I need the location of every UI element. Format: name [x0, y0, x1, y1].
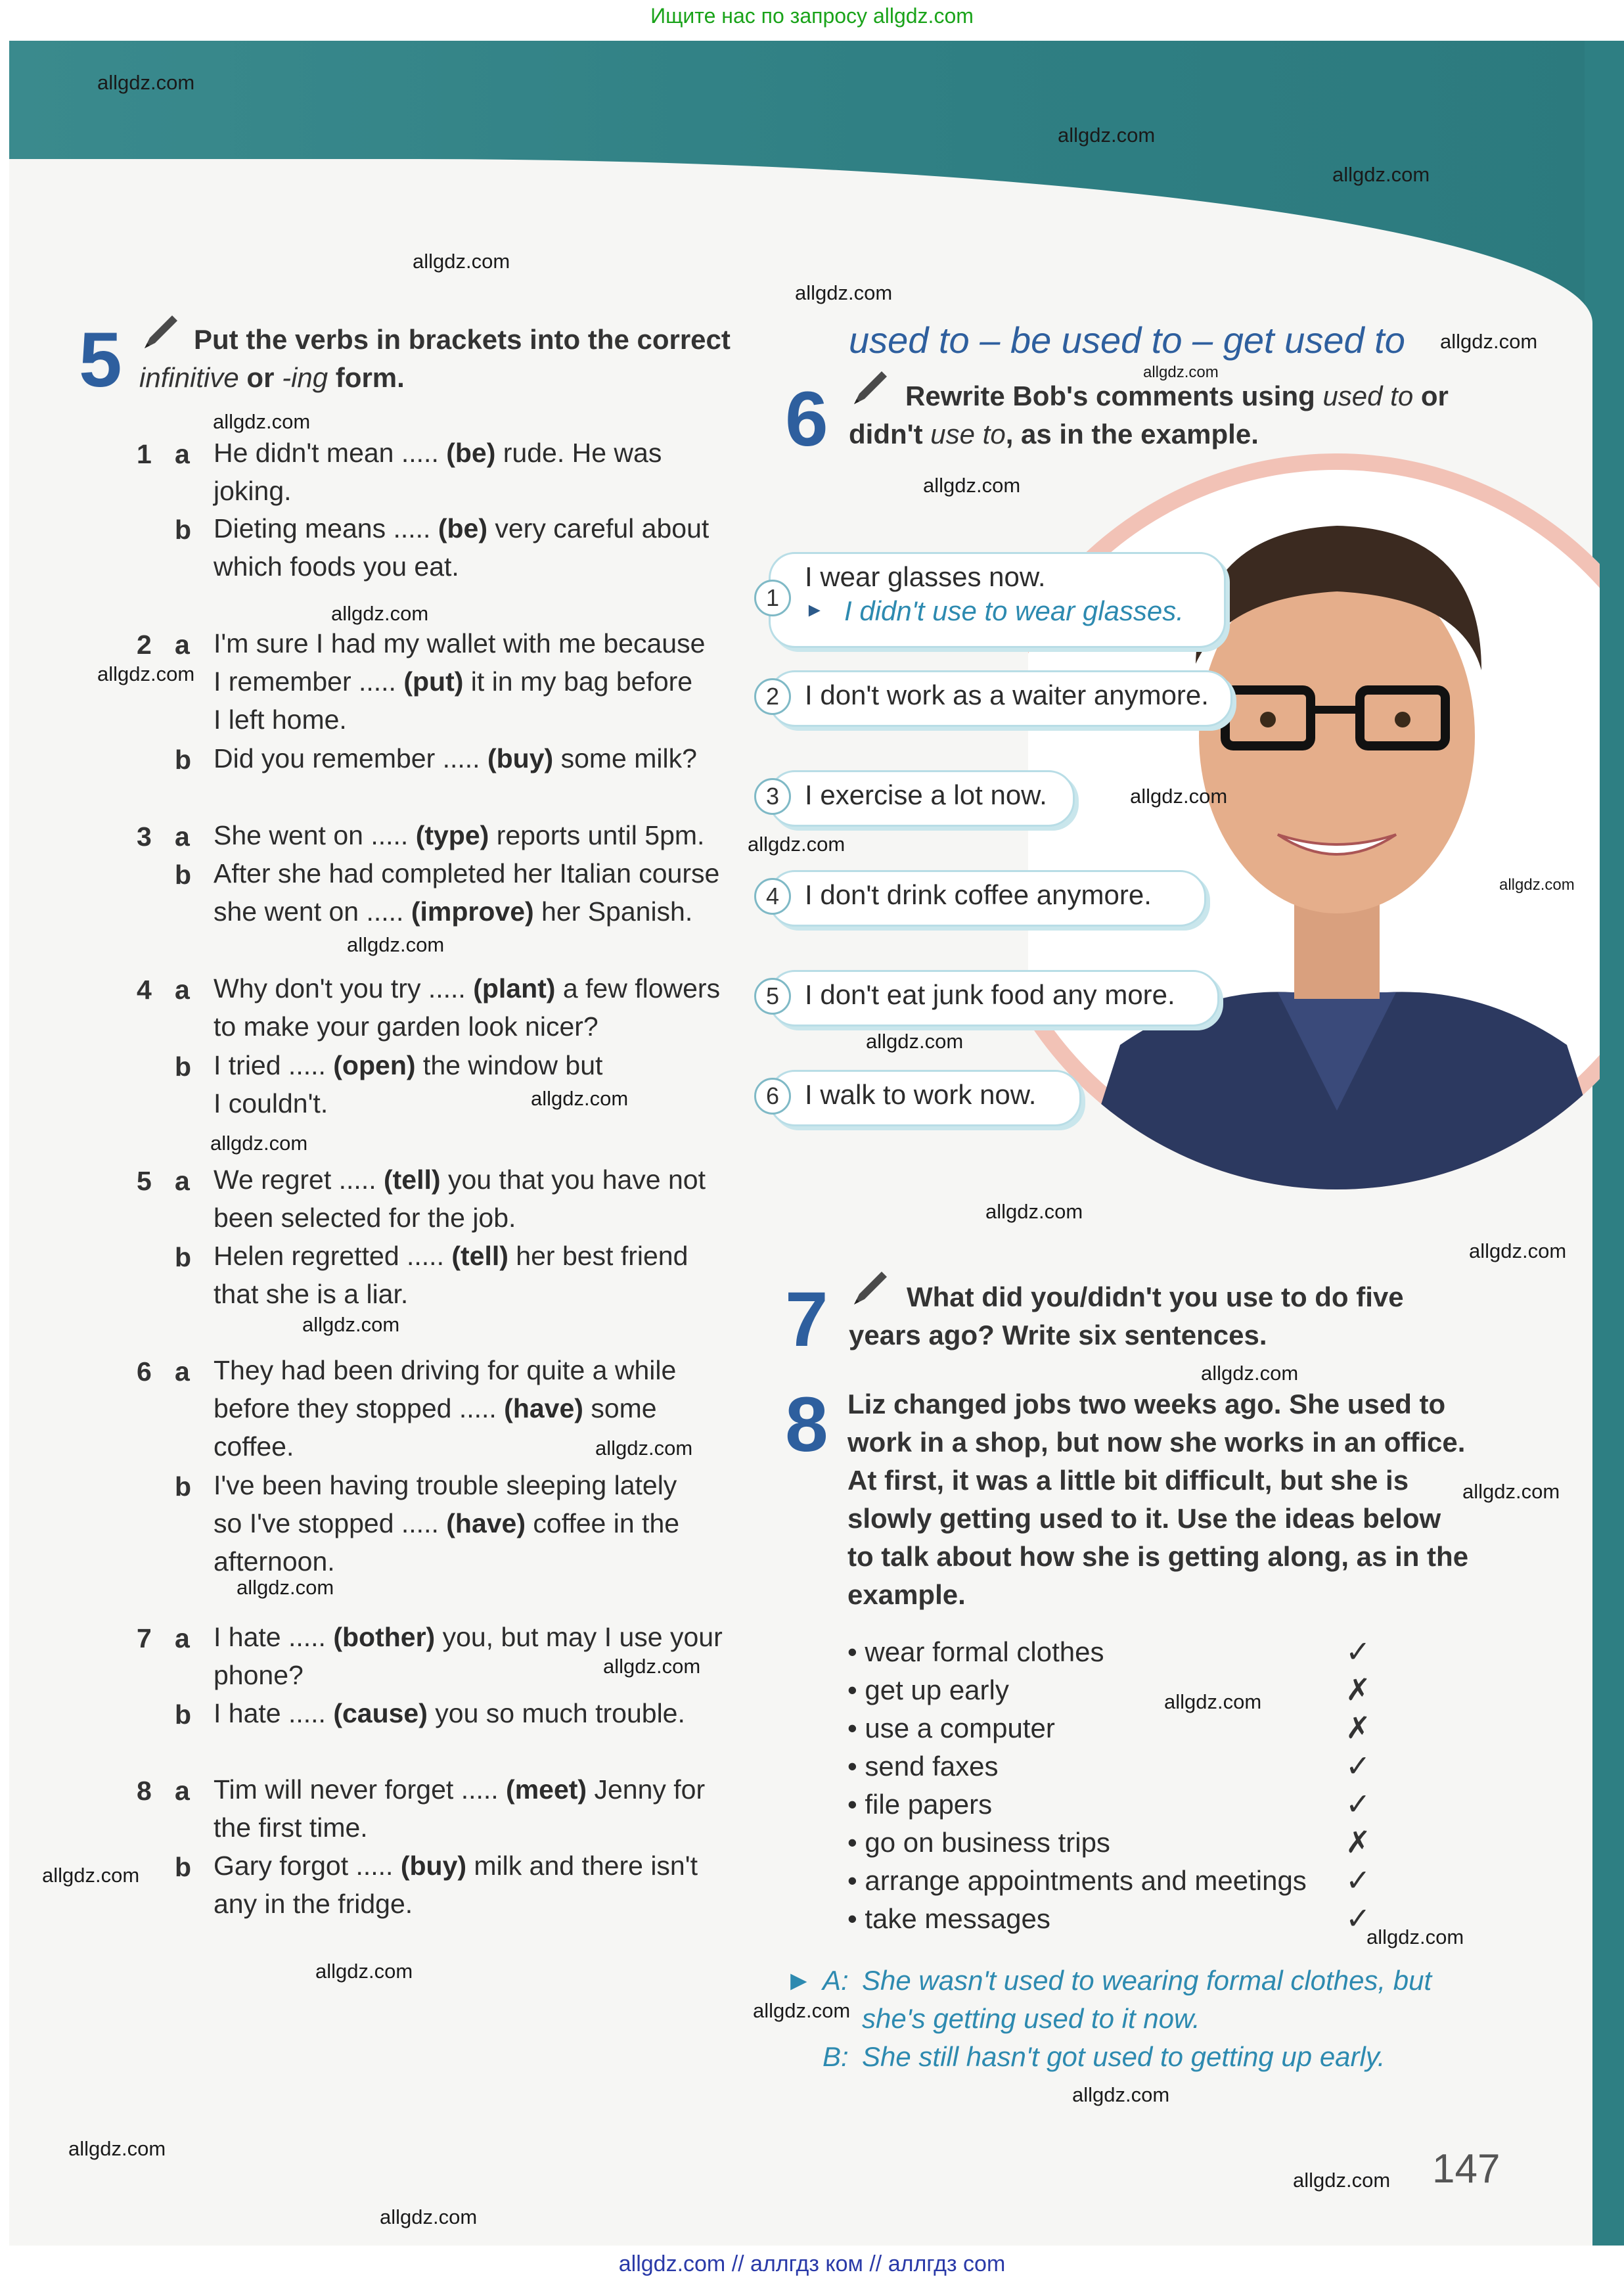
idea-item: • use a computer	[847, 1713, 1055, 1743]
exercise-8-line: At first, it was a little bit difficult, but she is	[847, 1465, 1409, 1496]
watermark: allgdz.com	[413, 250, 510, 273]
watermark: allgdz.com	[1462, 1480, 1560, 1503]
bob-comment: I don't drink coffee anymore.	[805, 879, 1152, 910]
item-letter: a	[175, 630, 190, 660]
bob-comment: I walk to work now.	[805, 1079, 1037, 1110]
item-line: which foods you eat.	[214, 551, 459, 582]
idea-item: • go on business trips	[847, 1827, 1110, 1858]
check-mark-icon: ✓	[1345, 1901, 1371, 1935]
exercise-7-line1: What did you/didn't you use to do five	[907, 1281, 1404, 1312]
watermark: allgdz.com	[531, 1087, 629, 1110]
item-number-circle: 1	[754, 580, 791, 616]
item-line: I hate ..... (bother) you, but may I use your	[214, 1622, 723, 1652]
exercise-5-number: 5	[79, 317, 120, 403]
ing-word: -ing	[282, 362, 328, 393]
check-mark-icon: ✓	[1345, 1863, 1371, 1897]
exercise-8-line: slowly getting used to it. Use the ideas below	[847, 1503, 1441, 1534]
watermark: allgdz.com	[210, 1132, 308, 1155]
section-title: used to – be used to – get used to	[849, 319, 1405, 361]
item-line: I couldn't.	[214, 1088, 328, 1118]
idea-item: • wear formal clothes	[847, 1636, 1104, 1667]
item-letter: a	[175, 1356, 190, 1387]
item-line: before they stopped ..... (have) some	[214, 1393, 657, 1423]
watermark: allgdz.com	[985, 1200, 1083, 1223]
item-number: 8	[137, 1776, 152, 1806]
watermark: allgdz.com	[237, 1576, 334, 1599]
item-number-circle: 6	[754, 1078, 791, 1115]
item-letter: a	[175, 1623, 190, 1653]
watermark: allgdz.com	[1130, 785, 1228, 808]
instruction-italic: use to	[930, 419, 1006, 449]
watermark: allgdz.com	[97, 662, 195, 685]
item-line: He didn't mean ..... (be) rude. He was	[214, 438, 662, 468]
item-letter: b	[175, 745, 192, 775]
item-letter: a	[175, 1166, 190, 1196]
watermark: allgdz.com	[302, 1313, 400, 1336]
watermark: allgdz.com	[380, 2205, 478, 2228]
item-number: 5	[137, 1166, 152, 1196]
item-line: After she had completed her Italian course	[214, 858, 720, 888]
exercise-6-number: 6	[785, 376, 826, 463]
item-line: They had been driving for quite a while	[214, 1355, 677, 1385]
instruction-italic: used to	[1322, 380, 1414, 411]
item-letter: b	[175, 1051, 192, 1082]
dialog-a-line1: She wasn't used to wearing formal clothes, but	[862, 1965, 1432, 1996]
item-line: Did you remember ..... (buy) some milk?	[214, 743, 697, 773]
idea-item: • get up early	[847, 1674, 1009, 1705]
item-number: 7	[137, 1623, 152, 1653]
pencil-icon	[138, 309, 184, 355]
example-arrow-icon: ►	[785, 1965, 813, 1996]
dialog-a-label: A:	[823, 1965, 849, 1996]
item-letter: b	[175, 1242, 192, 1272]
exercise-8-line: work in a shop, but now she works in an office.	[847, 1427, 1466, 1458]
item-number: 3	[137, 821, 152, 852]
item-letter: b	[175, 1699, 192, 1730]
watermark: allgdz.com	[795, 281, 893, 304]
item-line: Why don't you try ..... (plant) a few flowers	[214, 973, 721, 1003]
watermark: allgdz.com	[753, 1999, 851, 2022]
item-number-circle: 5	[754, 978, 791, 1015]
item-line: coffee.	[214, 1431, 294, 1462]
item-line: I left home.	[214, 704, 347, 735]
instruction-text: didn't	[849, 419, 931, 449]
item-line: joking.	[214, 476, 292, 506]
item-line: I'm sure I had my wallet with me because	[214, 628, 706, 658]
watermark: allgdz.com	[748, 833, 846, 856]
instruction-text: Rewrite Bob's comments using	[905, 380, 1323, 411]
idea-item: • take messages	[847, 1903, 1050, 1934]
instruction-text: or	[1413, 380, 1449, 411]
exercise-8-line: example.	[847, 1579, 966, 1610]
bob-comment: I wear glasses now.	[805, 561, 1046, 592]
exercise-5-instruction: Put the verbs in brackets into the correct	[194, 324, 731, 355]
item-line: We regret ..... (tell) you that you have not	[214, 1164, 706, 1195]
idea-item: • file papers	[847, 1789, 993, 1820]
exercise-6-instruction-line2	[849, 415, 1259, 453]
item-line: that she is a liar.	[214, 1279, 409, 1309]
form-word: form.	[328, 362, 405, 393]
watermark: allgdz.com	[347, 933, 445, 956]
item-line: afternoon.	[214, 1546, 335, 1577]
watermark: allgdz.com	[1469, 1239, 1567, 1262]
item-line: Dieting means ..... (be) very careful about	[214, 513, 710, 543]
dialog-b-line1: She still hasn't got used to getting up early.	[862, 2041, 1386, 2072]
watermark: allgdz.com	[866, 1030, 964, 1053]
pencil-icon	[847, 1265, 893, 1311]
item-letter: b	[175, 1852, 192, 1882]
top-banner[interactable]: Ищите нас по запросу allgdz.com	[650, 4, 974, 28]
item-number: 6	[137, 1356, 152, 1387]
exercise-6-instruction	[905, 377, 1449, 415]
watermark: allgdz.com	[1072, 2083, 1170, 2106]
item-line: Helen regretted ..... (tell) her best friend	[214, 1241, 688, 1271]
exercise-8-number: 8	[785, 1381, 826, 1468]
watermark: allgdz.com	[1366, 1925, 1464, 1948]
watermark: allgdz.com	[1201, 1362, 1299, 1385]
watermark: allgdz.com	[595, 1437, 693, 1460]
item-line: she went on ..... (improve) her Spanish.	[214, 896, 693, 927]
watermark: allgdz.com	[315, 1960, 413, 1983]
bottom-banner[interactable]: allgdz.com // аллгдз ком // аллгдз com	[618, 2251, 1006, 2276]
pencil-icon	[847, 365, 893, 411]
page-number: 147	[1432, 2146, 1500, 2192]
watermark: allgdz.com	[42, 1864, 140, 1887]
watermark: allgdz.com	[603, 1655, 701, 1678]
watermark: allgdz.com	[1332, 163, 1430, 186]
item-line: I remember ..... (put) it in my bag before	[214, 666, 693, 697]
item-line: Gary forgot ..... (buy) milk and there isn't	[214, 1851, 698, 1881]
item-letter: a	[175, 439, 190, 469]
item-letter: b	[175, 515, 192, 545]
idea-item: • send faxes	[847, 1751, 999, 1782]
example-answer: I didn't use to wear glasses.	[844, 595, 1184, 626]
idea-item: • arrange appointments and meetings	[847, 1865, 1307, 1896]
item-letter: b	[175, 1471, 192, 1502]
dialog-a-line2: she's getting used to it now.	[862, 2003, 1200, 2034]
item-letter: a	[175, 975, 190, 1005]
item-line: any in the fridge.	[214, 1889, 413, 1919]
item-number-circle: 2	[754, 678, 791, 715]
bob-comment: I exercise a lot now.	[805, 779, 1047, 810]
item-number-circle: 3	[754, 778, 791, 815]
or-word: or	[238, 362, 282, 393]
item-line: Tim will never forget ..... (meet) Jenny for	[214, 1774, 706, 1805]
item-number: 4	[137, 975, 152, 1005]
cross-mark-icon: ✗	[1345, 1825, 1371, 1859]
cross-mark-icon: ✗	[1345, 1711, 1371, 1745]
item-line: been selected for the job.	[214, 1203, 516, 1233]
item-letter: b	[175, 860, 192, 890]
item-line: She went on ..... (type) reports until 5pm.	[214, 820, 705, 850]
bob-comment: I don't work as a waiter anymore.	[805, 680, 1209, 710]
item-line: I've been having trouble sleeping lately	[214, 1470, 677, 1500]
item-line: the first time.	[214, 1812, 368, 1843]
watermark: allgdz.com	[213, 410, 311, 433]
exercise-7-line2: years ago? Write six sentences.	[849, 1320, 1267, 1350]
item-line: phone?	[214, 1660, 304, 1690]
watermark: allgdz.com	[68, 2137, 166, 2160]
bob-comment: I don't eat junk food any more.	[805, 979, 1175, 1010]
instruction-text: , as in the example.	[1005, 419, 1259, 449]
item-letter: a	[175, 821, 190, 852]
item-letter: a	[175, 1776, 190, 1806]
exercise-8-line: to talk about how she is getting along, as in the	[847, 1541, 1469, 1572]
dialog-b-label: B:	[823, 2041, 849, 2072]
watermark: allgdz.com	[1440, 330, 1538, 353]
exercise-7-number: 7	[785, 1276, 826, 1363]
cross-mark-icon: ✗	[1345, 1672, 1371, 1707]
item-line: to make your garden look nicer?	[214, 1011, 598, 1042]
item-line: I hate ..... (cause) you so much trouble.	[214, 1698, 685, 1728]
watermark: allgdz.com	[331, 602, 429, 625]
item-line: I tried ..... (open) the window but	[214, 1050, 603, 1080]
exercise-8-line: Liz changed jobs two weeks ago. She used to	[847, 1389, 1446, 1419]
infinitive-word: infinitive	[139, 362, 239, 393]
exercise-5-instruction-line2	[139, 359, 405, 397]
check-mark-icon: ✓	[1345, 1787, 1371, 1821]
watermark: allgdz.com	[1293, 2169, 1391, 2192]
check-mark-icon: ✓	[1345, 1634, 1371, 1669]
item-number: 1	[137, 439, 152, 469]
watermark: allgdz.com	[97, 71, 195, 94]
item-number-circle: 4	[754, 878, 791, 915]
watermark: allgdz.com	[1058, 124, 1156, 147]
watermark: allgdz.com	[1499, 876, 1575, 894]
watermark: allgdz.com	[1143, 363, 1219, 381]
watermark: allgdz.com	[923, 474, 1021, 497]
check-mark-icon: ✓	[1345, 1749, 1371, 1783]
example-arrow-icon: ►	[805, 599, 824, 621]
item-line: so I've stopped ..... (have) coffee in the	[214, 1508, 680, 1538]
item-number: 2	[137, 630, 152, 660]
watermark: allgdz.com	[1164, 1690, 1262, 1713]
